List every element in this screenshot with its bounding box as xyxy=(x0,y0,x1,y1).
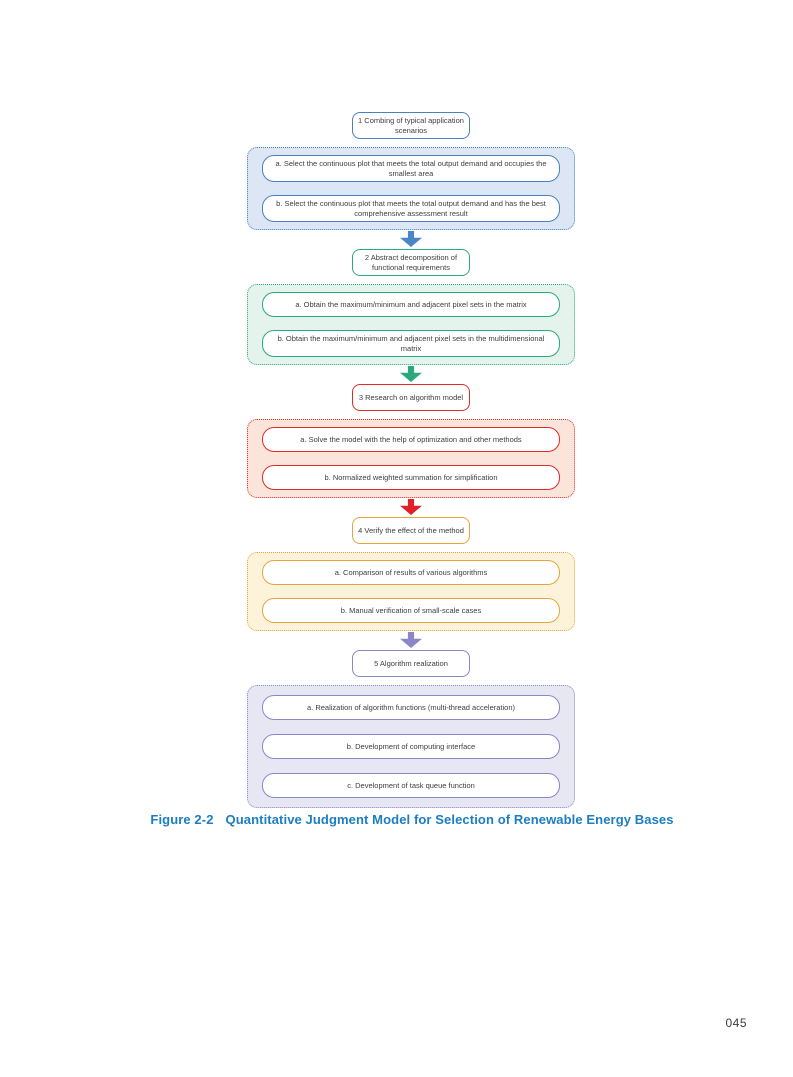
down-arrow-icon xyxy=(400,632,422,648)
step-4 xyxy=(247,517,575,631)
step-2-item-b: b. Obtain the maximum/minimum and adjacent pixel sets in the multidimensional matrix xyxy=(262,330,560,357)
step-5 xyxy=(247,650,575,808)
step-5-sub-steps xyxy=(247,685,575,808)
step-4-item-b: b. Manual verification of small-scale cases xyxy=(262,598,560,623)
flowchart-figure xyxy=(247,112,575,808)
step-5-label: 5 Algorithm realization xyxy=(352,650,470,677)
step-1-sub-steps xyxy=(247,147,575,230)
down-arrow-icon xyxy=(400,366,422,382)
step-1-item-b: b. Select the continuous plot that meets the total output demand and has the best comprehensive assessment result xyxy=(262,195,560,222)
figure-caption xyxy=(150,812,673,827)
step-1-label: 1 Combing of typical application scenarios xyxy=(352,112,470,139)
figure-caption-title: Quantitative Judgment Model for Selection of Renewable Energy Bases xyxy=(225,812,674,827)
down-arrow-icon xyxy=(400,231,422,247)
step-2-sub-steps xyxy=(247,284,575,365)
step-1-item-a: a. Select the continuous plot that meets the total output demand and occupies the smallest area xyxy=(262,155,560,182)
step-4-label: 4 Verify the effect of the method xyxy=(352,517,470,544)
step-4-item-a: a. Comparison of results of various algorithms xyxy=(262,560,560,585)
step-3-item-b: b. Normalized weighted summation for simplification xyxy=(262,465,560,490)
step-2-item-a: a. Obtain the maximum/minimum and adjacent pixel sets in the matrix xyxy=(262,292,560,317)
figure-caption-label: Figure 2-2 xyxy=(150,812,214,827)
step-5-item-b: b. Development of computing interface xyxy=(262,734,560,759)
step-2 xyxy=(247,249,575,365)
step-1 xyxy=(247,112,575,230)
down-arrow-icon xyxy=(400,499,422,515)
step-4-sub-steps xyxy=(247,552,575,631)
step-3-sub-steps xyxy=(247,419,575,498)
step-2-label: 2 Abstract decomposition of functional requirements xyxy=(352,249,470,276)
step-5-item-c: c. Development of task queue function xyxy=(262,773,560,798)
step-3-label: 3 Research on algorithm model xyxy=(352,384,470,411)
step-3-item-a: a. Solve the model with the help of optimization and other methods xyxy=(262,427,560,452)
page-number: 045 xyxy=(725,1016,747,1030)
step-5-item-a: a. Realization of algorithm functions (multi-thread acceleration) xyxy=(262,695,560,720)
step-3 xyxy=(247,384,575,498)
